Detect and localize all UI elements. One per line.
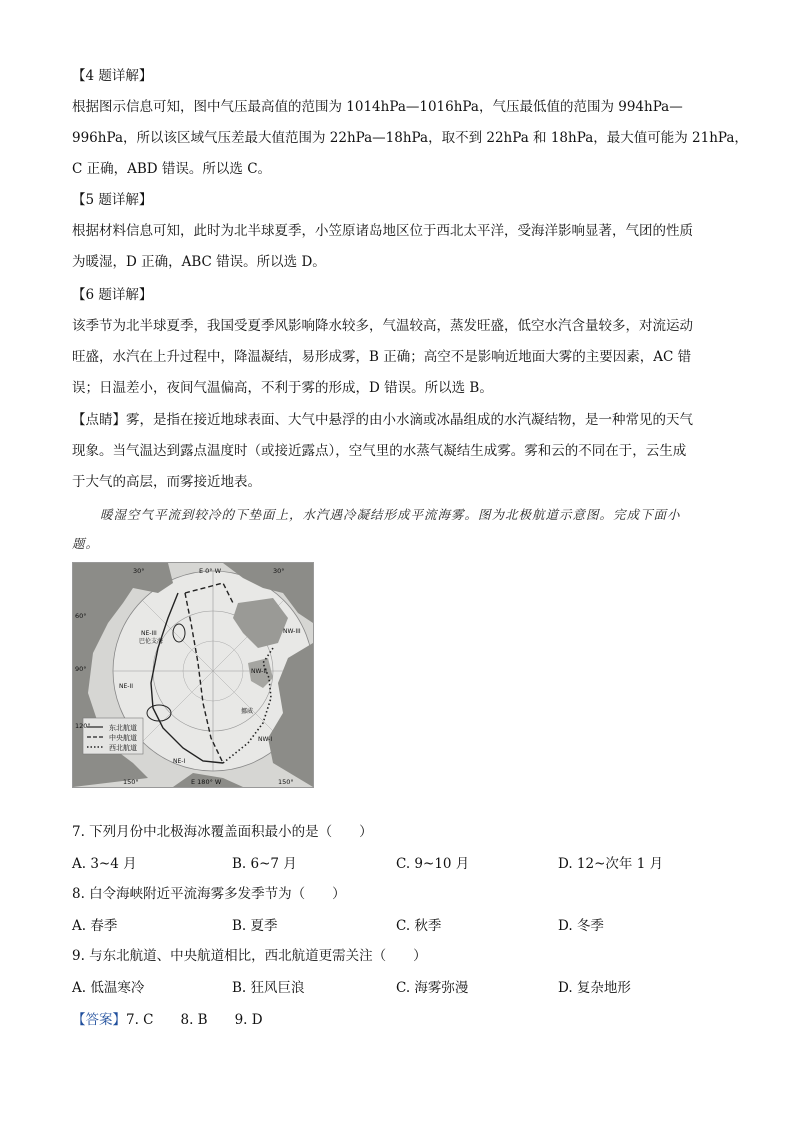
deg-30-top-right: 30° <box>273 567 285 575</box>
intro-line-1: 暖湿空气平流到较冷的下垫面上，水汽遇冷凝结形成平流海雾。图为北极航道示意图。完成下面小 <box>100 507 681 522</box>
section-6-line-1: 该季节为北半球夏季，我国受夏季风影响降水较多，气温较高，蒸发旺盛，低空水汽含量较多，对流运动 <box>72 318 693 334</box>
intro-line-2: 题。 <box>72 536 100 551</box>
section-5-line-1: 根据材料信息可知，此时为北半球夏季，小笠原诸岛地区位于西北太平洋，受海洋影响显著，气团的性质 <box>72 223 693 239</box>
ne1-label: NE-I <box>173 758 186 765</box>
question-7-stem: 7. 下列月份中北极海冰覆盖面积最小的是（ ） <box>72 824 373 840</box>
q7-option-b[interactable]: B. 6~7 月 <box>232 856 297 872</box>
nw2-label: NW-II <box>251 668 267 675</box>
deg-90-left: 90° <box>75 665 87 673</box>
section-6-line-2: 旺盛，水汽在上升过程中，降温凝结，易形成雾，B 正确；高空不是影响近地面大雾的主要因素，AC 错 <box>72 349 692 365</box>
legend-nw: 西北航道 <box>109 744 137 752</box>
q7-option-d[interactable]: D. 12~次年 1 月 <box>558 856 664 872</box>
answer-tag: 【答案】 <box>72 1012 126 1028</box>
lon-top-label: E 0° W <box>199 567 222 575</box>
legend-central: 中央航道 <box>109 734 137 742</box>
legend-ne: 东北航道 <box>109 724 137 732</box>
place-norway: 挪威 <box>241 708 254 715</box>
section-4-line-1: 根据图示信息可知，图中气压最高值的范围为 1014hPa—1016hPa，气压最低值的范围为 994hPa— <box>72 99 683 115</box>
answer-text: 7. C 8. B 9. D <box>126 1012 263 1028</box>
q8-option-d[interactable]: D. 冬季 <box>558 918 604 934</box>
q7-option-a[interactable]: A. 3~4 月 <box>72 856 137 872</box>
section-4-line-3: C 正确，ABD 错误。所以选 C。 <box>72 161 272 177</box>
question-8-stem: 8. 白令海峡附近平流海雾多发季节为（ ） <box>72 886 346 902</box>
deg-60-left: 60° <box>75 612 87 620</box>
question-9-stem: 9. 与东北航道、中央航道相比，西北航道更需关注（ ） <box>72 948 427 964</box>
arctic-map-svg <box>73 563 313 787</box>
answer-line <box>72 1010 263 1030</box>
place-barents: 巴伦支海 <box>139 638 164 645</box>
deg-150-bottom-right: 150° <box>278 778 294 786</box>
q9-option-b[interactable]: B. 狂风巨浪 <box>232 980 305 996</box>
q8-option-c[interactable]: C. 秋季 <box>396 918 442 934</box>
section-6-header: 【6 题详解】 <box>72 287 153 303</box>
q8-option-a[interactable]: A. 春季 <box>72 918 118 934</box>
deg-120-left: 120° <box>75 722 91 730</box>
section-5-header: 【5 题详解】 <box>72 192 153 208</box>
tip-line-1: 【点睛】雾，是指在接近地球表面、大气中悬浮的由小水滴或冰晶组成的水汽凝结物，是一种常见的天气 <box>72 412 693 428</box>
tip-line-3: 于大气的高层，而雾接近地表。 <box>72 474 261 490</box>
ne3-label: NE-III <box>141 630 157 637</box>
q7-option-c[interactable]: C. 9~10 月 <box>396 856 470 872</box>
lon-bottom-label: E 180° W <box>191 778 222 786</box>
arctic-route-map <box>72 562 314 788</box>
nw1-label: NW-I <box>258 736 273 743</box>
section-5-line-2: 为暖湿，D 正确，ABC 错误。所以选 D。 <box>72 254 326 270</box>
section-4-line-2: 996hPa，所以该区域气压差最大值范围为 22hPa—18hPa，取不到 22hPa 和 18hPa，最大值可能为 21hPa， <box>72 130 748 146</box>
deg-150-bottom-left: 150° <box>123 778 139 786</box>
section-4-header: 【4 题详解】 <box>72 68 153 84</box>
q8-option-b[interactable]: B. 夏季 <box>232 918 278 934</box>
q9-option-a[interactable]: A. 低温寒冷 <box>72 980 145 996</box>
q9-option-c[interactable]: C. 海雾弥漫 <box>396 980 469 996</box>
section-6-line-3: 误；日温差小，夜间气温偏高，不利于雾的形成，D 错误。所以选 B。 <box>72 380 493 396</box>
tip-line-2: 现象。当气温达到露点温度时（或接近露点），空气里的水蒸气凝结生成雾。雾和云的不同在于，云生成 <box>72 443 687 459</box>
ne2-label: NE-II <box>119 683 133 690</box>
q9-option-d[interactable]: D. 复杂地形 <box>558 980 631 996</box>
nw3-label: NW-III <box>283 628 301 635</box>
deg-30-top: 30° <box>133 567 145 575</box>
